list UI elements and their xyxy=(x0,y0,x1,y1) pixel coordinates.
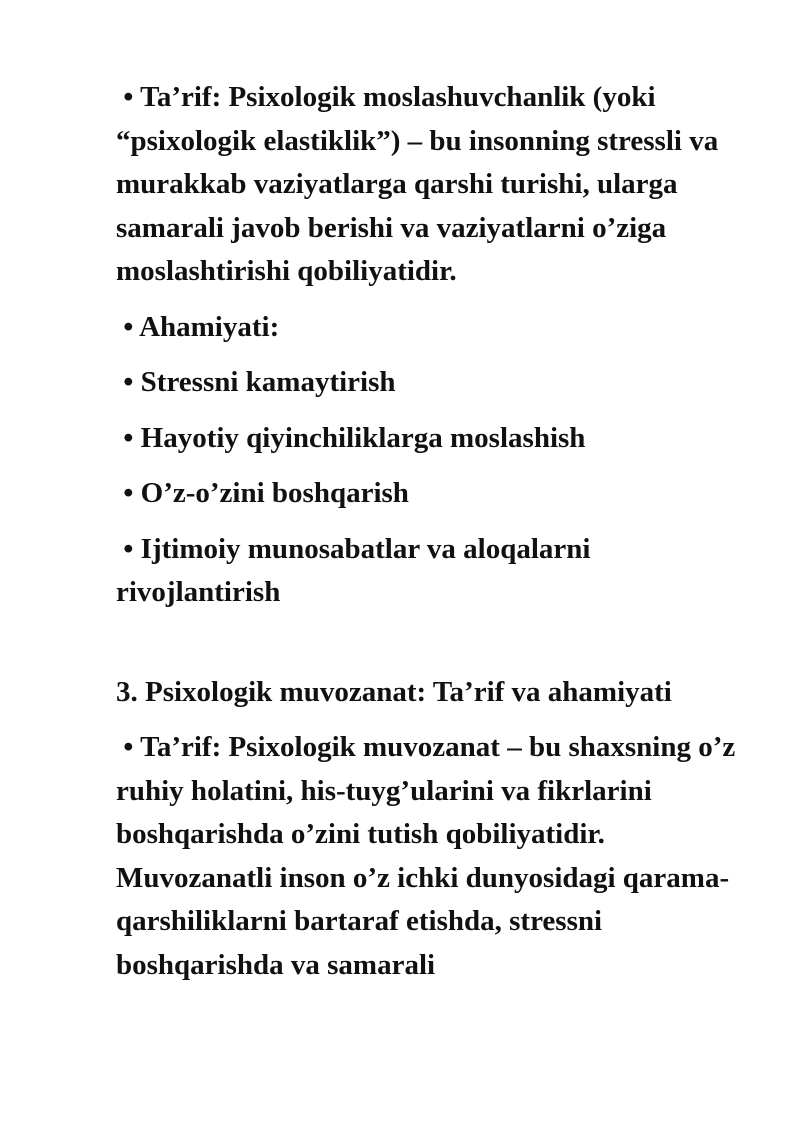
bullet-marker: • xyxy=(116,366,141,398)
bullet-marker: • xyxy=(116,310,140,343)
bullet-marker: • xyxy=(116,532,141,565)
list-item: • Hayotiy qiyinchiliklarga moslashish xyxy=(116,421,586,454)
list-item: • Ijtimoiy munosabatlar va aloqalarni rivojlantirish xyxy=(116,532,591,608)
bullet-marker: • xyxy=(116,81,141,113)
definition-paragraph xyxy=(116,726,746,987)
list-item: • O’z-o’zini boshqarish xyxy=(116,477,409,509)
bullet-marker: • xyxy=(116,421,141,454)
definition-paragraph xyxy=(116,76,746,294)
section-spacer xyxy=(116,627,746,671)
list-item: • Stressni kamaytirish xyxy=(116,366,396,398)
importance-label: • Ahamiyati: xyxy=(116,310,280,343)
bullet-marker: • xyxy=(116,731,141,763)
bullet-marker: • xyxy=(116,477,141,509)
definition-text: Ta’rif: Psixologik moslashuvchanlik (yoki “psixologik elastiklik”) – bu insonning stressli va murakkab vaziyatlarga qarshi turishi, ularga samarali javob berishi va vaziyatlarni o’ziga moslashtirishi qobiliyatidir. xyxy=(116,81,719,287)
document-body xyxy=(116,76,746,999)
section-heading: 3. Psixologik muvozanat: Ta’rif va ahamiyati xyxy=(116,675,672,708)
definition-text: Ta’rif: Psixologik muvozanat – bu shaxsning o’z ruhiy holatini, his-tuyg’ularini va fikrlarini boshqarishda o’zini tutish qobiliyatidir. Muvozanatli inson o’z ichki dunyosidagi qarama-qarshiliklarni bartaraf etishda, stressni boshqarishda va samarali xyxy=(116,731,736,981)
